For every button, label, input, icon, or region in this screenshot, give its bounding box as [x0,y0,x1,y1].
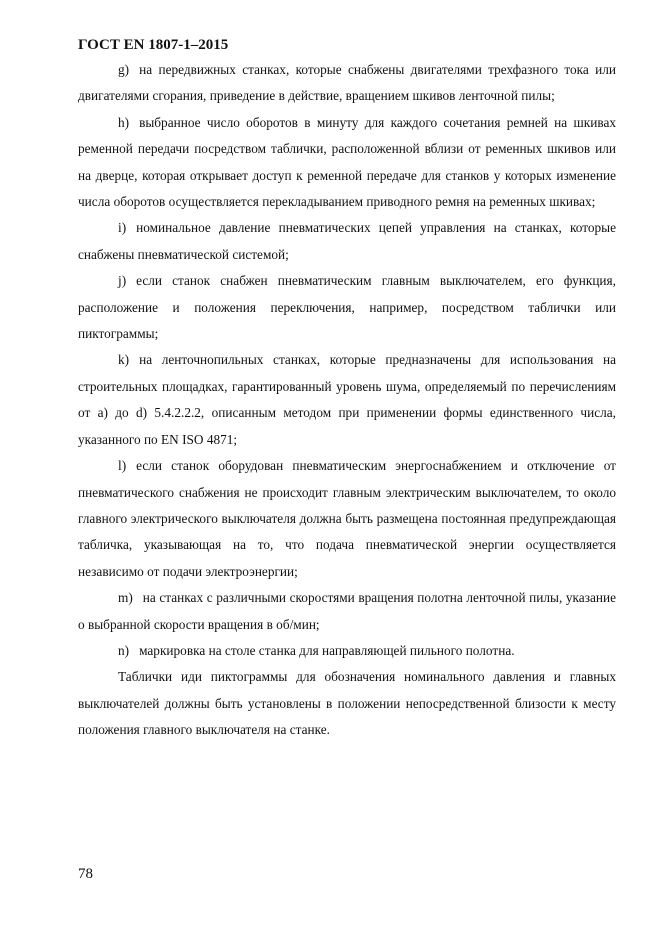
list-item-m [78,585,616,638]
item-text: выбранное число оборотов в минуту для каждого сочетания ремней на шкивах ременной передачи посредством таблички, расположенной вблизи от ременных шкивов или на дверце, которая открывает доступ к ременной передаче для станков у которых изменение числа оборотов осуществляется перекладыванием приводного ремня на ременных шкивах; [78,114,616,210]
item-label: m) [118,590,133,606]
document-body [78,57,616,744]
item-text: если станок оборудован пневматическим энергоснабжением и отключение от пневматического снабжения не происходит главным электрическим выключателем, то около главного электрического выключателя должна быть размещена постоянная предупреждающая табличка, указывающая на то, что подача пневматической энергии осуществляется независимо от подачи электроэнергии; [78,458,616,579]
closing-paragraph: Таблички иди пиктограммы для обозначения номинального давления и главных выключателей должны быть установлены в положении непосредственной близости к месту положения главного выключателя на станке. [78,669,616,738]
item-label: g) [118,62,130,77]
list-item-j [78,268,616,347]
document-header: ГОСТ EN 1807-1–2015 [78,37,229,53]
list-item-g [78,57,616,110]
list-item-l [78,453,616,585]
item-text: номинальное давление пневматических цепей управления на станках, которые снабжены пневматической системой; [78,220,616,262]
item-label: k) [118,352,130,368]
list-item-k [78,347,616,453]
item-label: i) [118,220,127,236]
item-label: n) [118,642,130,658]
item-text: если станок снабжен пневматическим главным выключателем, его функция, расположение и положения переключения, например, посредством таблички или пиктограммы; [78,273,616,342]
page-number: 78 [78,866,93,882]
list-item-h [78,110,616,216]
item-text: на передвижных станках, которые снабжены двигателями трехфазного тока или двигателями сгорания, приведение в действие, вращением шкивов ленточной пилы; [78,62,616,104]
item-text: маркировка на столе станка для направляющей пильного полотна. [139,642,515,658]
item-label: l) [118,458,127,474]
item-label: j) [118,273,127,289]
item-text: на ленточнопильных станках, которые предназначены для использования на строительных площадках, гарантированный уровень шума, определяемый по перечислениям от a) до d) 5.4.2.2.2, описанным методом при применении формы единственного числа, указанного по EN ISO 4871; [78,352,616,447]
item-label: h) [118,114,130,130]
list-item-i [78,215,616,268]
list-item-n [78,638,616,664]
item-text: на станках с различными скоростями вращения полотна ленточной пилы, указание о выбранной скорости вращения в об/мин; [78,590,616,632]
